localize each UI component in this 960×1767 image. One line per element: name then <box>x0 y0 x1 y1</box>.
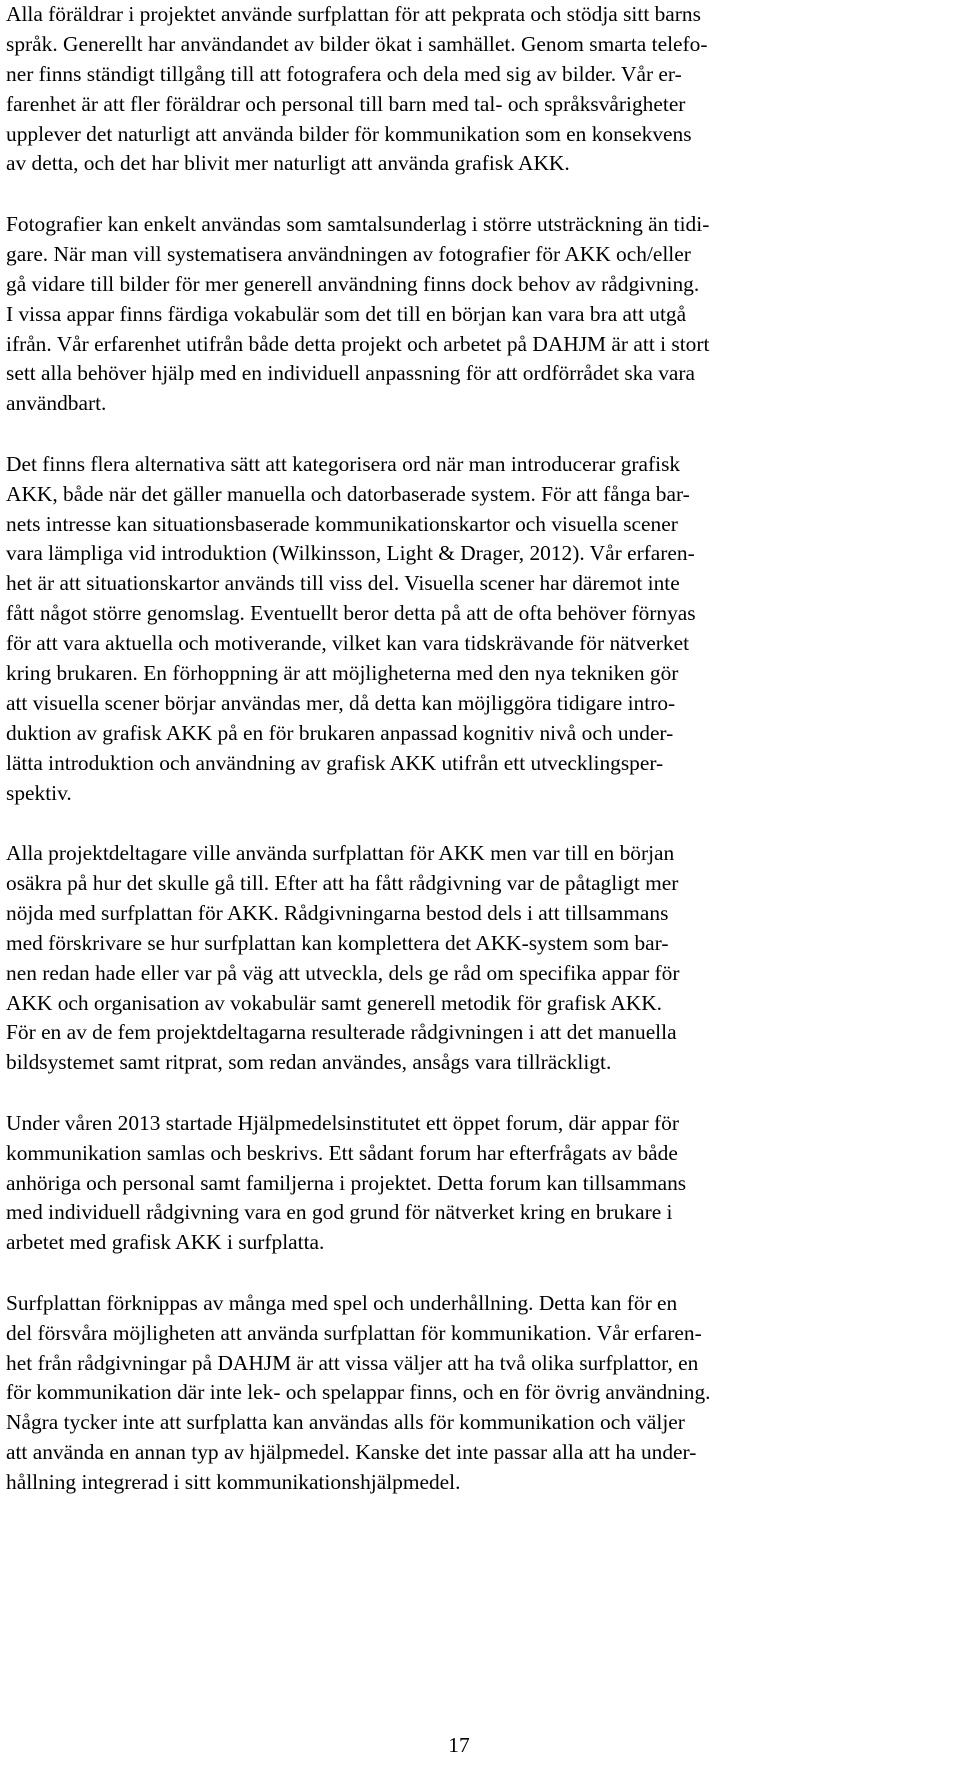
text-line: av detta, och det har blivit mer naturligt att använda grafisk AKK. <box>6 151 570 176</box>
text-line: användbart. <box>6 391 107 416</box>
text-line: anhöriga och personal samt familjerna i projektet. Detta forum kan tillsammans <box>6 1170 687 1195</box>
paragraph <box>6 210 854 419</box>
text-line: upplever det naturligt att använda bilder för kommunikation som en konsekvens <box>6 121 692 146</box>
text-line: för kommunikation där inte lek- och spelappar finns, och en för övrig användning. <box>6 1380 711 1405</box>
text-line: Fotografier kan enkelt användas som samtalsunderlag i större utsträckning än tidi- <box>6 211 710 236</box>
text-line: vara lämpliga vid introduktion (Wilkinsson, Light & Drager, 2012). Vår erfaren- <box>6 541 695 566</box>
text-line: AKK och organisation av vokabulär samt generell metodik för grafisk AKK. <box>6 990 663 1015</box>
text-line: del försvåra möjligheten att använda surfplattan för kommunikation. Vår erfaren- <box>6 1320 702 1345</box>
text-line: nen redan hade eller var på väg att utveckla, dels ge råd om specifika appar för <box>6 960 680 985</box>
text-line: AKK, både när det gäller manuella och datorbaserade system. För att fånga bar- <box>6 481 690 506</box>
text-line: ner finns ständigt tillgång till att fotografera och dela med sig av bilder. Vår er- <box>6 61 682 86</box>
paragraph <box>6 0 854 179</box>
text-line: osäkra på hur det skulle gå till. Efter att ha fått rådgivning var de påtagligt mer <box>6 870 679 895</box>
text-line: att använda en annan typ av hjälpmedel. Kanske det inte passar alla att ha under- <box>6 1440 697 1465</box>
paragraph <box>6 1109 854 1258</box>
paragraph <box>6 839 854 1078</box>
text-line: het är att situationskartor används till viss del. Visuella scener har däremot inte <box>6 571 680 596</box>
text-line: ifrån. Vår erfarenhet utifrån både detta projekt och arbetet på DAHJM är att i stort <box>6 331 710 356</box>
text-line: fått något större genomslag. Eventuellt beror detta på att de ofta behöver förnyas <box>6 601 696 626</box>
page-number: 17 <box>448 1733 470 1757</box>
text-line: kring brukaren. En förhoppning är att möjligheterna med den nya tekniken gör <box>6 661 679 685</box>
text-line: nöjda med surfplattan för AKK. Rådgivningarna bestod dels i att tillsammans <box>6 900 669 925</box>
text-line: duktion av grafisk AKK på en för brukaren anpassad kognitiv nivå och under- <box>6 720 674 745</box>
text-line: kommunikation samlas och beskrivs. Ett sådant forum har efterfrågats av både <box>6 1140 678 1165</box>
text-line: arbetet med grafisk AKK i surfplatta. <box>6 1230 325 1255</box>
text-line: för att vara aktuella och motiverande, vilket kan vara tidskrävande för nätverket <box>6 631 690 656</box>
text-line: hållning integrerad i sitt kommunikationshjälpmedel. <box>6 1470 461 1495</box>
text-line: språk. Generellt har användandet av bilder ökat i samhället. Genom smarta telefo- <box>6 31 708 56</box>
text-line: att visuella scener börjar användas mer, då detta kan möjliggöra tidigare intro- <box>6 690 676 715</box>
text-line: farenhet är att fler föräldrar och personal till barn med tal- och språksvårigheter <box>6 91 686 116</box>
text-line: spektiv. <box>6 780 72 805</box>
text-line: gå vidare till bilder för mer generell användning finns dock behov av rådgivning. <box>6 271 700 296</box>
text-line: Alla föräldrar i projektet använde surfplattan för att pekprata och stödja sitt barns <box>6 2 701 26</box>
paragraph <box>6 1289 854 1498</box>
text-line: med individuell rådgivning vara en god grund för nätverket kring en brukare i <box>6 1200 673 1225</box>
text-line: sett alla behöver hjälp med en individuell anpassning för att ordförrådet ska vara <box>6 361 696 386</box>
body-text <box>6 0 854 1498</box>
text-line: I vissa appar finns färdiga vokabulär som det till en början kan vara bra att utgå <box>6 301 687 326</box>
text-line: För en av de fem projektdeltagarna resulterade rådgivningen i att det manuella <box>6 1020 677 1045</box>
text-line: Det finns flera alternativa sätt att kategorisera ord när man introducerar grafisk <box>6 451 681 476</box>
text-line: Under våren 2013 startade Hjälpmedelsinstitutet ett öppet forum, där appar för <box>6 1110 679 1135</box>
text-line: Några tycker inte att surfplatta kan användas alls för kommunikation och väljer <box>6 1410 685 1435</box>
text-line: lätta introduktion och användning av grafisk AKK utifrån ett utvecklingsper- <box>6 750 664 775</box>
text-line: bildsystemet samt ritprat, som redan användes, ansågs vara tillräckligt. <box>6 1050 612 1075</box>
text-line: Surfplattan förknippas av många med spel och underhållning. Detta kan för en <box>6 1290 678 1315</box>
text-line: med förskrivare se hur surfplattan kan komplettera det AKK-system som bar- <box>6 930 669 955</box>
text-line: nets intresse kan situationsbaserade kommunikationskartor och visuella scener <box>6 511 678 536</box>
text-line: gare. När man vill systematisera användningen av fotografier för AKK och/eller <box>6 241 691 266</box>
paragraph <box>6 450 854 809</box>
text-line: het från rådgivningar på DAHJM är att vissa väljer att ha två olika surfplattor, en <box>6 1350 699 1375</box>
text-line: Alla projektdeltagare ville använda surfplattan för AKK men var till en början <box>6 841 675 866</box>
